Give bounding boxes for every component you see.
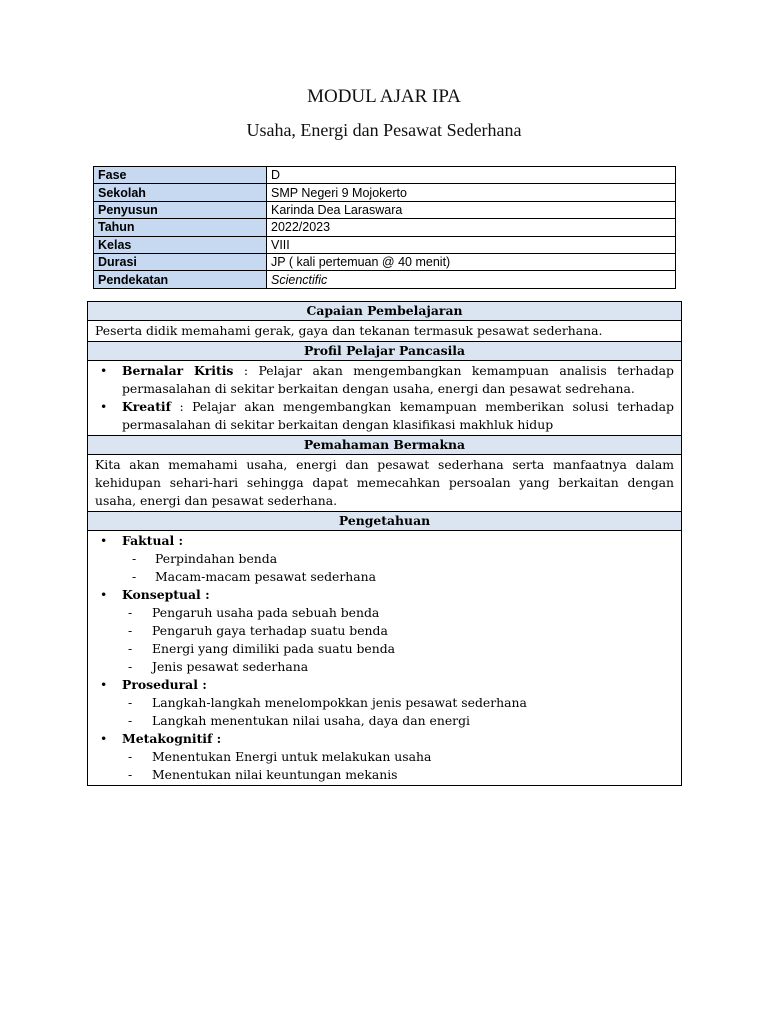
profil-item-label: Bernalar Kritis bbox=[122, 363, 234, 378]
knowledge-item-text: Macam-macam pesawat sederhana bbox=[155, 569, 377, 584]
bullet-icon: • bbox=[100, 677, 108, 692]
knowledge-item bbox=[95, 568, 674, 586]
info-row bbox=[94, 236, 676, 253]
info-row bbox=[94, 184, 676, 201]
knowledge-group bbox=[95, 532, 674, 550]
capaian-text: Peserta didik memahami gerak, gaya dan tekanan termasuk pesawat sederhana. bbox=[88, 321, 682, 342]
knowledge-item bbox=[95, 748, 674, 766]
bullet-icon: • bbox=[100, 533, 108, 548]
dash-icon: - bbox=[128, 659, 133, 674]
knowledge-group-label: Konseptual : bbox=[122, 587, 210, 602]
info-value: Scienctific bbox=[267, 271, 676, 288]
knowledge-item-text: Jenis pesawat sederhana bbox=[152, 659, 309, 674]
knowledge-group-label: Metakognitif : bbox=[122, 731, 222, 746]
info-key: Sekolah bbox=[94, 184, 267, 201]
info-row bbox=[94, 201, 676, 218]
info-value: Karinda Dea Laraswara bbox=[267, 201, 676, 218]
dash-icon: - bbox=[128, 605, 133, 620]
pengetahuan-header: Pengetahuan bbox=[88, 512, 682, 531]
knowledge-group-label: Faktual : bbox=[122, 533, 184, 548]
capaian-header: Capaian Pembelajaran bbox=[88, 302, 682, 321]
knowledge-item-text: Menentukan Energi untuk melakukan usaha bbox=[152, 749, 432, 764]
profil-item bbox=[95, 362, 674, 398]
knowledge-item-text: Perpindahan benda bbox=[155, 551, 278, 566]
knowledge-item bbox=[95, 694, 674, 712]
info-value: VIII bbox=[267, 236, 676, 253]
info-key: Kelas bbox=[94, 236, 267, 253]
info-key: Durasi bbox=[94, 253, 267, 270]
info-key: Pendekatan bbox=[94, 271, 267, 288]
knowledge-group bbox=[95, 586, 674, 604]
dash-icon: - bbox=[132, 551, 137, 566]
profil-item-text: Pelajar akan mengembangkan kemampuan memberikan solusi terhadap permasalahan di sekitar berkaitan dengan klasifikasi makhluk hidup bbox=[122, 399, 674, 432]
info-value: 2022/2023 bbox=[267, 219, 676, 236]
knowledge-item bbox=[95, 766, 674, 784]
info-value: SMP Negeri 9 Mojokerto bbox=[267, 184, 676, 201]
knowledge-item bbox=[95, 712, 674, 730]
info-row bbox=[94, 271, 676, 288]
bullet-icon: • bbox=[100, 731, 108, 746]
info-key: Tahun bbox=[94, 219, 267, 236]
knowledge-item bbox=[95, 550, 674, 568]
learning-content-table bbox=[87, 301, 682, 786]
bullet-icon: • bbox=[100, 399, 108, 414]
profil-item-text: Pelajar akan mengembangkan kemampuan analisis terhadap permasalahan di sekitar berkaitan dengan usaha, energi dan pesawat sedrehana. bbox=[122, 363, 674, 396]
knowledge-item-text: Energi yang dimiliki pada suatu benda bbox=[152, 641, 396, 656]
separator: : bbox=[233, 363, 259, 378]
module-info-table bbox=[93, 166, 676, 289]
pemahaman-header: Pemahaman Bermakna bbox=[88, 436, 682, 455]
document-subtitle: Usaha, Energi dan Pesawat Sederhana bbox=[246, 120, 522, 140]
profil-cell bbox=[88, 361, 682, 436]
knowledge-group-label: Prosedural : bbox=[122, 677, 207, 692]
bullet-icon: • bbox=[100, 587, 108, 602]
dash-icon: - bbox=[128, 749, 133, 764]
dash-icon: - bbox=[128, 695, 133, 710]
pemahaman-text: Kita akan memahami usaha, energi dan pesawat sederhana serta manfaatnya dalam kehidupan sehari-hari sehingga dapat memecahkan persoalan yang berkaitan dengan usaha, energi dan pesawat sederhana. bbox=[88, 455, 682, 512]
document-title: MODUL AJAR IPA bbox=[307, 86, 461, 107]
knowledge-item-text: Menentukan nilai keuntungan mekanis bbox=[152, 767, 398, 782]
dash-icon: - bbox=[128, 713, 133, 728]
dash-icon: - bbox=[128, 623, 133, 638]
separator: : bbox=[170, 399, 193, 414]
dash-icon: - bbox=[128, 641, 133, 656]
knowledge-item bbox=[95, 658, 674, 676]
info-row bbox=[94, 253, 676, 270]
info-key: Penyusun bbox=[94, 201, 267, 218]
info-row bbox=[94, 167, 676, 184]
info-value: JP ( kali pertemuan @ 40 menit) bbox=[267, 253, 676, 270]
bullet-icon: • bbox=[100, 363, 108, 378]
knowledge-item-text: Langkah-langkah menelompokkan jenis pesawat sederhana bbox=[152, 695, 527, 710]
info-value: D bbox=[267, 167, 676, 184]
knowledge-group bbox=[95, 676, 674, 694]
info-row bbox=[94, 219, 676, 236]
dash-icon: - bbox=[128, 767, 133, 782]
pengetahuan-cell bbox=[88, 531, 682, 786]
knowledge-item-text: Pengaruh gaya terhadap suatu benda bbox=[152, 623, 388, 638]
knowledge-item bbox=[95, 604, 674, 622]
profil-item bbox=[95, 398, 674, 434]
profil-item-label: Kreatif bbox=[122, 399, 171, 414]
knowledge-item bbox=[95, 640, 674, 658]
info-key: Fase bbox=[94, 167, 267, 184]
knowledge-item-text: Pengaruh usaha pada sebuah benda bbox=[152, 605, 380, 620]
knowledge-group bbox=[95, 730, 674, 748]
knowledge-item-text: Langkah menentukan nilai usaha, daya dan energi bbox=[152, 713, 471, 728]
knowledge-item bbox=[95, 622, 674, 640]
dash-icon: - bbox=[132, 569, 137, 584]
profil-header: Profil Pelajar Pancasila bbox=[88, 342, 682, 361]
